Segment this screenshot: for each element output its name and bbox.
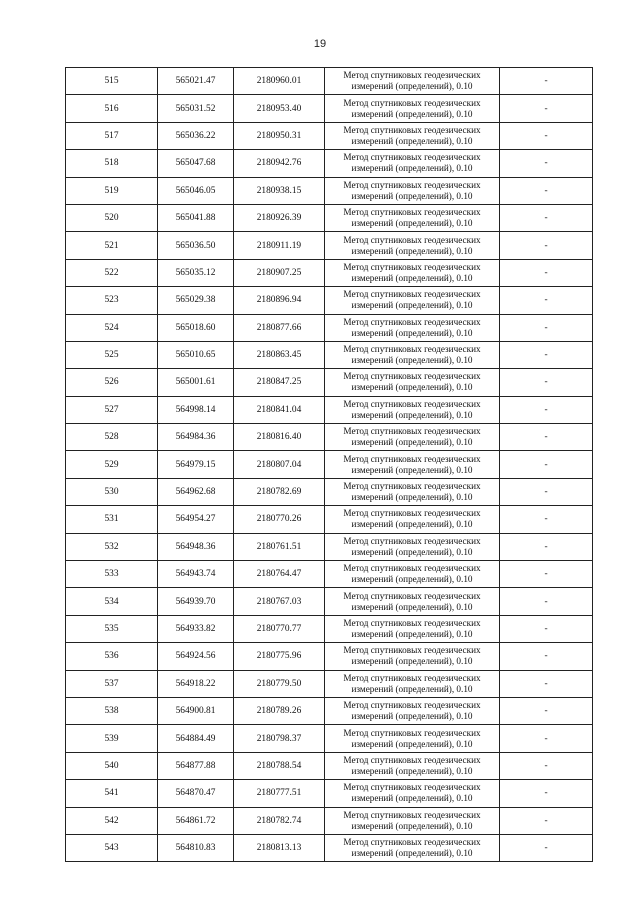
y-coordinate-cell: 2180807.04 <box>234 451 325 478</box>
method-text-line2: измерений (определений), 0.10 <box>351 519 473 530</box>
y-coordinate-cell: 2180788.54 <box>234 752 325 779</box>
method-text-line1: Метод спутниковых геодезических <box>343 398 481 409</box>
method-text-line2: измерений (определений), 0.10 <box>351 135 473 146</box>
method-cell <box>325 259 500 286</box>
method-cell <box>325 561 500 588</box>
method-cell <box>325 670 500 697</box>
y-coordinate-cell: 2180847.25 <box>234 369 325 396</box>
y-coordinate-cell: 2180938.15 <box>234 177 325 204</box>
method-cell <box>325 752 500 779</box>
x-coordinate-cell: 564861.72 <box>158 807 234 834</box>
method-text-line1: Метод спутниковых геодезических <box>343 70 481 81</box>
x-coordinate-cell: 564979.15 <box>158 451 234 478</box>
x-coordinate-cell: 565001.61 <box>158 369 234 396</box>
method-text-line2: измерений (определений), 0.10 <box>351 848 473 859</box>
method-text-line2: измерений (определений), 0.10 <box>351 738 473 749</box>
y-coordinate-cell: 2180775.96 <box>234 643 325 670</box>
method-text-line1: Метод спутниковых геодезических <box>343 207 481 218</box>
description-cell: - <box>500 150 593 177</box>
y-coordinate-cell: 2180907.25 <box>234 259 325 286</box>
method-text-line2: измерений (определений), 0.10 <box>351 272 473 283</box>
method-text-line2: измерений (определений), 0.10 <box>351 601 473 612</box>
x-coordinate-cell: 564962.68 <box>158 478 234 505</box>
table-row <box>66 670 593 697</box>
x-coordinate-cell: 564933.82 <box>158 615 234 642</box>
method-text-line2: измерений (определений), 0.10 <box>351 409 473 420</box>
method-text-line1: Метод спутниковых геодезических <box>343 837 481 848</box>
x-coordinate-cell: 564810.83 <box>158 834 234 861</box>
method-cell <box>325 424 500 451</box>
table-row <box>66 643 593 670</box>
table-row <box>66 232 593 259</box>
description-cell: - <box>500 506 593 533</box>
y-coordinate-cell: 2180770.26 <box>234 506 325 533</box>
method-cell <box>325 615 500 642</box>
y-coordinate-cell: 2180877.66 <box>234 314 325 341</box>
method-text-line1: Метод спутниковых геодезических <box>343 124 481 135</box>
point-number-cell: 535 <box>66 615 158 642</box>
table-row <box>66 369 593 396</box>
y-coordinate-cell: 2180761.51 <box>234 533 325 560</box>
description-cell: - <box>500 615 593 642</box>
description-cell: - <box>500 478 593 505</box>
method-cell <box>325 232 500 259</box>
method-text-line2: измерений (определений), 0.10 <box>351 218 473 229</box>
method-text-line1: Метод спутниковых геодезических <box>343 754 481 765</box>
x-coordinate-cell: 565035.12 <box>158 259 234 286</box>
point-number-cell: 530 <box>66 478 158 505</box>
table-row <box>66 424 593 451</box>
point-number-cell: 522 <box>66 259 158 286</box>
description-cell: - <box>500 204 593 231</box>
method-text-line1: Метод спутниковых геодезических <box>343 700 481 711</box>
method-text-line2: измерений (определений), 0.10 <box>351 711 473 722</box>
y-coordinate-cell: 2180926.39 <box>234 204 325 231</box>
point-number-cell: 517 <box>66 122 158 149</box>
method-text-line1: Метод спутниковых геодезических <box>343 344 481 355</box>
x-coordinate-cell: 564924.56 <box>158 643 234 670</box>
point-number-cell: 528 <box>66 424 158 451</box>
method-cell <box>325 697 500 724</box>
y-coordinate-cell: 2180770.77 <box>234 615 325 642</box>
x-coordinate-cell: 564948.36 <box>158 533 234 560</box>
point-number-cell: 524 <box>66 314 158 341</box>
y-coordinate-cell: 2180863.45 <box>234 341 325 368</box>
method-text-line1: Метод спутниковых геодезических <box>343 261 481 272</box>
table-row <box>66 807 593 834</box>
point-number-cell: 539 <box>66 725 158 752</box>
point-number-cell: 534 <box>66 588 158 615</box>
method-text-line2: измерений (определений), 0.10 <box>351 629 473 639</box>
method-cell <box>325 314 500 341</box>
point-number-cell: 540 <box>66 752 158 779</box>
point-number-cell: 533 <box>66 561 158 588</box>
point-number-cell: 525 <box>66 341 158 368</box>
x-coordinate-cell: 565018.60 <box>158 314 234 341</box>
method-text-line2: измерений (определений), 0.10 <box>351 355 473 366</box>
y-coordinate-cell: 2180782.69 <box>234 478 325 505</box>
description-cell: - <box>500 287 593 314</box>
point-number-cell: 541 <box>66 780 158 807</box>
method-text-line1: Метод спутниковых геодезических <box>343 234 481 245</box>
method-text-line2: измерений (определений), 0.10 <box>351 190 473 201</box>
method-cell <box>325 287 500 314</box>
method-text-line2: измерений (определений), 0.10 <box>351 382 473 393</box>
table-row <box>66 396 593 423</box>
y-coordinate-cell: 2180816.40 <box>234 424 325 451</box>
table-row <box>66 506 593 533</box>
method-cell <box>325 506 500 533</box>
method-text-line1: Метод спутниковых геодезических <box>343 179 481 190</box>
y-coordinate-cell: 2180789.26 <box>234 697 325 724</box>
x-coordinate-cell: 565029.38 <box>158 287 234 314</box>
table-row <box>66 533 593 560</box>
description-cell: - <box>500 369 593 396</box>
page-number: 19 <box>313 38 327 50</box>
y-coordinate-cell: 2180777.51 <box>234 780 325 807</box>
method-text-line2: измерений (определений), 0.10 <box>351 793 473 804</box>
description-cell: - <box>500 259 593 286</box>
description-cell: - <box>500 807 593 834</box>
x-coordinate-cell: 564943.74 <box>158 561 234 588</box>
description-cell: - <box>500 396 593 423</box>
x-coordinate-cell: 564877.88 <box>158 752 234 779</box>
x-coordinate-cell: 565036.50 <box>158 232 234 259</box>
y-coordinate-cell: 2180841.04 <box>234 396 325 423</box>
description-cell: - <box>500 588 593 615</box>
method-text-line1: Метод спутниковых геодезических <box>343 727 481 738</box>
method-text-line1: Метод спутниковых геодезических <box>343 97 481 108</box>
description-cell: - <box>500 122 593 149</box>
method-cell <box>325 725 500 752</box>
method-cell <box>325 643 500 670</box>
method-cell <box>325 68 500 95</box>
point-number-cell: 536 <box>66 643 158 670</box>
description-cell: - <box>500 314 593 341</box>
table-row <box>66 122 593 149</box>
method-text-line2: измерений (определений), 0.10 <box>351 820 473 831</box>
description-cell: - <box>500 451 593 478</box>
method-text-line1: Метод спутниковых геодезических <box>343 481 481 492</box>
x-coordinate-cell: 564984.36 <box>158 424 234 451</box>
method-text-line2: измерений (определений), 0.10 <box>351 108 473 119</box>
method-text-line1: Метод спутниковых геодезических <box>343 371 481 382</box>
y-coordinate-cell: 2180767.03 <box>234 588 325 615</box>
method-cell <box>325 341 500 368</box>
y-coordinate-cell: 2180953.40 <box>234 95 325 122</box>
table-row <box>66 95 593 122</box>
point-number-cell: 537 <box>66 670 158 697</box>
description-cell: - <box>500 834 593 861</box>
method-cell <box>325 533 500 560</box>
description-cell: - <box>500 533 593 560</box>
table-row <box>66 588 593 615</box>
description-cell: - <box>500 697 593 724</box>
method-text-line1: Метод спутниковых геодезических <box>343 645 481 656</box>
description-cell: - <box>500 752 593 779</box>
table-row <box>66 259 593 286</box>
point-number-cell: 526 <box>66 369 158 396</box>
method-text-line1: Метод спутниковых геодезических <box>343 782 481 793</box>
x-coordinate-cell: 564918.22 <box>158 670 234 697</box>
point-number-cell: 529 <box>66 451 158 478</box>
table-row <box>66 204 593 231</box>
method-text-line1: Метод спутниковых геодезических <box>343 426 481 437</box>
method-cell <box>325 95 500 122</box>
table-row <box>66 287 593 314</box>
method-cell <box>325 122 500 149</box>
method-text-line2: измерений (определений), 0.10 <box>351 546 473 557</box>
y-coordinate-cell: 2180942.76 <box>234 150 325 177</box>
x-coordinate-cell: 565041.88 <box>158 204 234 231</box>
description-cell: - <box>500 424 593 451</box>
x-coordinate-cell: 565031.52 <box>158 95 234 122</box>
y-coordinate-cell: 2180896.94 <box>234 287 325 314</box>
table-row <box>66 780 593 807</box>
method-text-line2: измерений (определений), 0.10 <box>351 327 473 338</box>
description-cell: - <box>500 780 593 807</box>
x-coordinate-cell: 564884.49 <box>158 725 234 752</box>
table-row <box>66 561 593 588</box>
method-cell <box>325 396 500 423</box>
method-text-line1: Метод спутниковых геодезических <box>343 563 481 574</box>
method-text-line1: Метод спутниковых геодезических <box>343 508 481 519</box>
method-text-line1: Метод спутниковых геодезических <box>343 289 481 300</box>
table-row <box>66 451 593 478</box>
y-coordinate-cell: 2180798.37 <box>234 725 325 752</box>
table-row <box>66 615 593 642</box>
x-coordinate-cell: 564870.47 <box>158 780 234 807</box>
y-coordinate-cell: 2180779.50 <box>234 670 325 697</box>
y-coordinate-cell: 2180764.47 <box>234 561 325 588</box>
table-row <box>66 478 593 505</box>
x-coordinate-cell: 565047.68 <box>158 150 234 177</box>
method-text-line1: Метод спутниковых геодезических <box>343 809 481 820</box>
table-row <box>66 177 593 204</box>
method-text-line2: измерений (определений), 0.10 <box>351 163 473 174</box>
point-number-cell: 520 <box>66 204 158 231</box>
x-coordinate-cell: 564900.81 <box>158 697 234 724</box>
method-cell <box>325 177 500 204</box>
description-cell: - <box>500 177 593 204</box>
method-text-line2: измерений (определений), 0.10 <box>351 245 473 256</box>
x-coordinate-cell: 565036.22 <box>158 122 234 149</box>
method-cell <box>325 369 500 396</box>
point-number-cell: 521 <box>66 232 158 259</box>
point-number-cell: 527 <box>66 396 158 423</box>
point-number-cell: 543 <box>66 834 158 861</box>
method-text-line1: Метод спутниковых геодезических <box>343 590 481 601</box>
method-cell <box>325 451 500 478</box>
method-cell <box>325 780 500 807</box>
method-cell <box>325 807 500 834</box>
y-coordinate-cell: 2180911.19 <box>234 232 325 259</box>
point-number-cell: 538 <box>66 697 158 724</box>
description-cell: - <box>500 341 593 368</box>
description-cell: - <box>500 670 593 697</box>
description-cell: - <box>500 95 593 122</box>
method-text-line1: Метод спутниковых геодезических <box>343 672 481 683</box>
x-coordinate-cell: 565010.65 <box>158 341 234 368</box>
method-text-line2: измерений (определений), 0.10 <box>351 300 473 311</box>
table-row <box>66 834 593 861</box>
description-cell: - <box>500 68 593 95</box>
method-text-line1: Метод спутниковых геодезических <box>343 618 481 628</box>
x-coordinate-cell: 564998.14 <box>158 396 234 423</box>
y-coordinate-cell: 2180782.74 <box>234 807 325 834</box>
method-text-line2: измерений (определений), 0.10 <box>351 81 473 92</box>
point-number-cell: 519 <box>66 177 158 204</box>
table-row <box>66 341 593 368</box>
method-text-line2: измерений (определений), 0.10 <box>351 492 473 503</box>
x-coordinate-cell: 564954.27 <box>158 506 234 533</box>
description-cell: - <box>500 643 593 670</box>
method-text-line2: измерений (определений), 0.10 <box>351 574 473 585</box>
point-number-cell: 531 <box>66 506 158 533</box>
method-cell <box>325 204 500 231</box>
method-cell <box>325 588 500 615</box>
coordinates-table-body <box>66 68 593 862</box>
point-number-cell: 515 <box>66 68 158 95</box>
x-coordinate-cell: 565021.47 <box>158 68 234 95</box>
point-number-cell: 516 <box>66 95 158 122</box>
table-row <box>66 697 593 724</box>
table-row <box>66 68 593 95</box>
method-text-line2: измерений (определений), 0.10 <box>351 683 473 694</box>
x-coordinate-cell: 565046.05 <box>158 177 234 204</box>
method-text-line1: Метод спутниковых геодезических <box>343 316 481 327</box>
method-text-line2: измерений (определений), 0.10 <box>351 656 473 667</box>
method-text-line1: Метод спутниковых геодезических <box>343 152 481 163</box>
method-text-line2: измерений (определений), 0.10 <box>351 765 473 776</box>
point-number-cell: 518 <box>66 150 158 177</box>
description-cell: - <box>500 232 593 259</box>
y-coordinate-cell: 2180950.31 <box>234 122 325 149</box>
method-cell <box>325 478 500 505</box>
method-cell <box>325 150 500 177</box>
table-row <box>66 314 593 341</box>
coordinates-table <box>65 67 593 862</box>
point-number-cell: 542 <box>66 807 158 834</box>
point-number-cell: 532 <box>66 533 158 560</box>
point-number-cell: 523 <box>66 287 158 314</box>
method-text-line2: измерений (определений), 0.10 <box>351 464 473 475</box>
table-row <box>66 725 593 752</box>
y-coordinate-cell: 2180960.01 <box>234 68 325 95</box>
table-row <box>66 752 593 779</box>
method-text-line2: измерений (определений), 0.10 <box>351 437 473 448</box>
x-coordinate-cell: 564939.70 <box>158 588 234 615</box>
method-text-line1: Метод спутниковых геодезических <box>343 453 481 464</box>
y-coordinate-cell: 2180813.13 <box>234 834 325 861</box>
method-cell <box>325 834 500 861</box>
table-row <box>66 150 593 177</box>
method-text-line1: Метод спутниковых геодезических <box>343 535 481 546</box>
description-cell: - <box>500 561 593 588</box>
description-cell: - <box>500 725 593 752</box>
